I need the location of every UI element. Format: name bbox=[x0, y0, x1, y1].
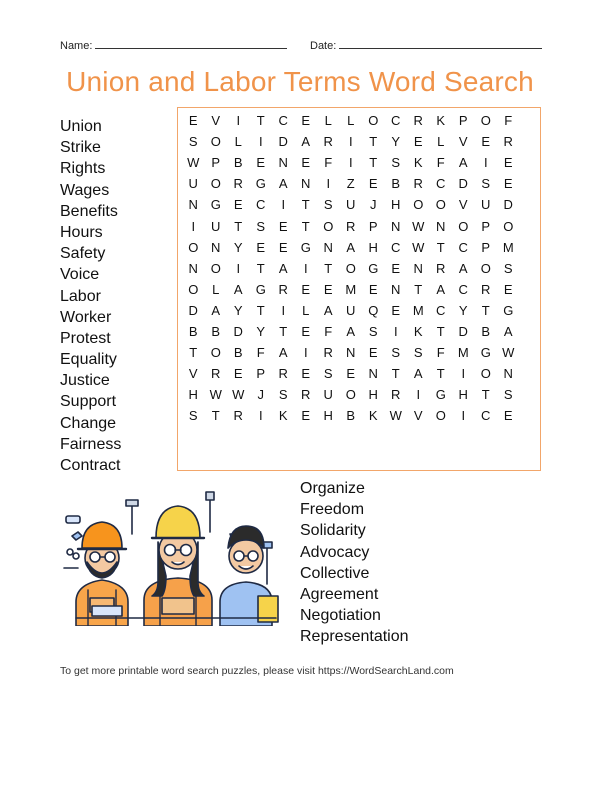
word-item: Equality bbox=[60, 351, 117, 369]
grid-letter: E bbox=[278, 239, 288, 255]
grid-letter: R bbox=[413, 113, 423, 128]
grid-letter: I bbox=[236, 260, 241, 276]
word-item: Justice bbox=[60, 372, 110, 390]
grid-letter: C bbox=[436, 302, 446, 318]
grid-letter: O bbox=[210, 345, 221, 361]
grid-letter: P bbox=[211, 155, 221, 171]
grid-letter: V bbox=[458, 134, 468, 150]
grid-letter: M bbox=[345, 281, 357, 297]
grid-letter: E bbox=[368, 345, 378, 361]
grid-letter: K bbox=[413, 155, 423, 171]
word-item: Change bbox=[60, 414, 117, 432]
grid-letter: B bbox=[233, 155, 243, 171]
grid-letter: C bbox=[391, 113, 401, 128]
page-title: Union and Labor Terms Word Search bbox=[66, 66, 534, 97]
grid-letter: U bbox=[346, 302, 356, 318]
grid-letter: E bbox=[413, 134, 423, 150]
grid-letter: O bbox=[345, 387, 356, 403]
grid-letter: G bbox=[300, 239, 311, 255]
grid-letter: K bbox=[278, 408, 288, 424]
grid-letter: U bbox=[211, 218, 221, 234]
grid-letter: O bbox=[503, 218, 514, 234]
grid-letter: R bbox=[436, 260, 446, 276]
grid-letter: O bbox=[480, 260, 491, 276]
grid-letter: E bbox=[391, 302, 401, 318]
grid-letter: R bbox=[503, 134, 513, 150]
grid-letter: A bbox=[278, 345, 288, 361]
grid-letter: U bbox=[481, 197, 491, 213]
grid-letter: G bbox=[255, 176, 266, 192]
grid-letter: M bbox=[412, 302, 424, 318]
grid-letter: D bbox=[233, 324, 243, 339]
grid-letter: P bbox=[458, 113, 468, 128]
grid-letter: E bbox=[301, 155, 311, 171]
word-item: Protest bbox=[60, 329, 111, 347]
grid-letter: S bbox=[368, 324, 378, 339]
grid-letter: A bbox=[503, 324, 513, 339]
grid-letter: N bbox=[413, 260, 423, 276]
grid-letter: Y bbox=[458, 302, 468, 318]
grid-letter: O bbox=[413, 197, 424, 213]
word-item: Worker bbox=[60, 308, 112, 326]
grid-letter: P bbox=[481, 239, 491, 255]
grid-letter: F bbox=[256, 345, 265, 361]
grid-letter: Y bbox=[233, 302, 243, 318]
grid-letter: L bbox=[234, 134, 242, 150]
grid-letter: T bbox=[324, 260, 333, 276]
grid-letter: L bbox=[347, 113, 355, 128]
grid-letter: T bbox=[414, 281, 423, 297]
grid-letter: W bbox=[412, 218, 425, 234]
grid-letter: N bbox=[503, 366, 513, 382]
name-label: Name: bbox=[60, 40, 93, 52]
word-item: Safety bbox=[60, 245, 106, 263]
grid-letter: W bbox=[389, 408, 402, 424]
grid-letter: T bbox=[256, 113, 265, 128]
grid-letter: A bbox=[278, 260, 288, 276]
date-label: Date: bbox=[310, 40, 337, 52]
name-field[interactable] bbox=[60, 38, 287, 52]
grid-letter: E bbox=[301, 324, 311, 339]
grid-letter: A bbox=[323, 302, 333, 318]
grid-letter: E bbox=[301, 366, 311, 382]
grid-letter: P bbox=[256, 366, 266, 382]
grid-letter: I bbox=[461, 408, 466, 424]
grid-letter: N bbox=[391, 281, 401, 297]
word-item: Wages bbox=[60, 181, 110, 199]
grid-letter: O bbox=[368, 113, 379, 128]
grid-letter: G bbox=[210, 197, 221, 213]
footer-note: To get more printable word search puzzles, please visit https://WordSearchLand.com bbox=[60, 665, 454, 677]
word-item: Freedom bbox=[300, 501, 365, 519]
grid-letter: R bbox=[323, 345, 333, 361]
grid-letter: B bbox=[391, 176, 401, 192]
grid-letter: W bbox=[187, 155, 200, 171]
grid-letter: U bbox=[323, 387, 333, 403]
grid-letter: E bbox=[301, 408, 311, 424]
grid-letter: F bbox=[504, 113, 513, 128]
grid-letter: S bbox=[413, 345, 423, 361]
grid-letter: T bbox=[436, 239, 445, 255]
grid-letter: E bbox=[503, 176, 513, 192]
grid-letter: C bbox=[256, 197, 266, 213]
grid-letter: H bbox=[323, 408, 333, 424]
grid-letter: N bbox=[301, 176, 311, 192]
word-item: Contract bbox=[60, 457, 121, 474]
grid-letter: E bbox=[368, 281, 378, 297]
grid-letter: S bbox=[391, 345, 401, 361]
grid-letter: I bbox=[191, 218, 196, 234]
grid-letter: S bbox=[323, 366, 333, 382]
grid-letter: L bbox=[212, 281, 220, 297]
grid-letter: Y bbox=[256, 324, 266, 339]
grid-letter: U bbox=[346, 197, 356, 213]
grid-letter: E bbox=[346, 366, 356, 382]
grid-letter: V bbox=[211, 113, 221, 128]
grid-letter: A bbox=[301, 134, 311, 150]
grid-letter: T bbox=[256, 302, 265, 318]
grid-letter: W bbox=[412, 239, 425, 255]
grid-letter: I bbox=[348, 134, 353, 150]
grid-letter: W bbox=[232, 387, 245, 403]
grid-letter: S bbox=[256, 218, 266, 234]
grid-letter: P bbox=[368, 218, 378, 234]
grid-letter: W bbox=[209, 387, 222, 403]
grid-letter: T bbox=[369, 155, 378, 171]
grid-letter: C bbox=[391, 239, 401, 255]
grid-letter: H bbox=[458, 387, 468, 403]
grid-letter: E bbox=[188, 113, 198, 128]
grid-letter: N bbox=[368, 366, 378, 382]
grid-letter: H bbox=[188, 387, 198, 403]
grid-letter: E bbox=[256, 155, 266, 171]
word-item: Hours bbox=[60, 223, 103, 241]
grid-letter: C bbox=[458, 239, 468, 255]
grid-letter: D bbox=[503, 197, 513, 213]
grid-letter: T bbox=[256, 260, 265, 276]
grid-letter: E bbox=[301, 113, 311, 128]
word-search-grid bbox=[177, 107, 541, 471]
grid-letter: O bbox=[210, 176, 221, 192]
grid-letter: E bbox=[503, 155, 513, 171]
grid-letter: S bbox=[278, 387, 288, 403]
grid-letter: I bbox=[393, 324, 398, 339]
word-item: Rights bbox=[60, 160, 106, 178]
grid-letter: G bbox=[368, 260, 379, 276]
date-field[interactable] bbox=[310, 38, 542, 52]
grid-letter: D bbox=[188, 302, 198, 318]
grid-letter: B bbox=[211, 324, 221, 339]
word-item: Organize bbox=[300, 480, 365, 497]
grid-letter: D bbox=[458, 176, 468, 192]
word-item: Union bbox=[60, 118, 102, 135]
grid-letter: I bbox=[416, 387, 421, 403]
word-item: Voice bbox=[60, 266, 100, 284]
grid-letter: S bbox=[391, 155, 401, 171]
grid-letter: E bbox=[503, 281, 513, 297]
grid-letter: C bbox=[458, 281, 468, 297]
grid-letter: I bbox=[236, 113, 241, 128]
grid-letter: F bbox=[436, 155, 445, 171]
grid-letter: I bbox=[348, 155, 353, 171]
grid-letter: R bbox=[278, 281, 288, 297]
grid-letter: A bbox=[211, 302, 221, 318]
grid-letter: I bbox=[461, 366, 466, 382]
grid-letter: L bbox=[437, 134, 445, 150]
grid-letter: R bbox=[413, 176, 423, 192]
grid-letter: J bbox=[370, 197, 377, 213]
grid-letter: T bbox=[436, 324, 445, 339]
grid-letter: O bbox=[458, 218, 469, 234]
grid-letter: G bbox=[503, 302, 514, 318]
grid-letter: I bbox=[483, 155, 488, 171]
grid-letter: V bbox=[413, 408, 423, 424]
grid-letter: O bbox=[210, 134, 221, 150]
word-item: Fairness bbox=[60, 435, 122, 453]
grid-letter: L bbox=[324, 113, 332, 128]
grid-letter: I bbox=[303, 345, 308, 361]
grid-letter: Y bbox=[391, 134, 401, 150]
grid-letter: N bbox=[278, 155, 288, 171]
grid-letter: Q bbox=[368, 302, 379, 318]
grid-letter: K bbox=[413, 324, 423, 339]
grid-letter: R bbox=[346, 218, 356, 234]
grid-letter: B bbox=[233, 345, 243, 361]
grid-letter: S bbox=[481, 176, 491, 192]
grid-letter: C bbox=[436, 176, 446, 192]
grid-letter: E bbox=[278, 218, 288, 234]
grid-letter: E bbox=[233, 366, 243, 382]
grid-letter: I bbox=[258, 408, 263, 424]
grid-letter: A bbox=[346, 324, 356, 339]
grid-letter: L bbox=[302, 302, 310, 318]
grid-letter: T bbox=[481, 387, 490, 403]
grid-letter: M bbox=[457, 345, 469, 361]
grid-letter: P bbox=[481, 218, 491, 234]
grid-letter: I bbox=[281, 302, 286, 318]
grid-letter: O bbox=[435, 197, 446, 213]
grid-letter: A bbox=[278, 176, 288, 192]
grid-letter: I bbox=[258, 134, 263, 150]
grid-letter: B bbox=[481, 324, 491, 339]
grid-letter: T bbox=[481, 302, 490, 318]
grid-letter: C bbox=[278, 113, 288, 128]
grid-letter: N bbox=[188, 260, 198, 276]
grid-letter: A bbox=[346, 239, 356, 255]
workers-illustration bbox=[62, 486, 292, 626]
grid-letter: N bbox=[211, 239, 221, 255]
grid-letter: E bbox=[323, 281, 333, 297]
word-item: Support bbox=[60, 393, 117, 411]
grid-letter: B bbox=[346, 408, 356, 424]
word-item: Collective bbox=[300, 564, 370, 582]
word-item: Negotiation bbox=[300, 607, 381, 625]
grid-letter: T bbox=[436, 366, 445, 382]
grid-letter: S bbox=[188, 134, 198, 150]
grid-letter: O bbox=[188, 239, 199, 255]
grid-letter: O bbox=[435, 408, 446, 424]
word-item: Representation bbox=[300, 628, 409, 646]
grid-letter: E bbox=[368, 176, 378, 192]
grid-letter: S bbox=[323, 197, 333, 213]
grid-letter: A bbox=[458, 260, 468, 276]
grid-letter: T bbox=[211, 408, 220, 424]
word-item: Advocacy bbox=[300, 543, 370, 561]
grid-letter: I bbox=[303, 260, 308, 276]
grid-letter: R bbox=[323, 134, 333, 150]
grid-letter: B bbox=[188, 324, 198, 339]
word-item: Labor bbox=[60, 287, 101, 305]
grid-letter: O bbox=[323, 218, 334, 234]
grid-letter: T bbox=[369, 134, 378, 150]
grid-letter: F bbox=[324, 155, 333, 171]
grid-letter: O bbox=[188, 281, 199, 297]
grid-letter: T bbox=[189, 345, 198, 361]
grid-letter: R bbox=[233, 408, 243, 424]
grid-letter: V bbox=[458, 197, 468, 213]
grid-letter: T bbox=[234, 218, 243, 234]
grid-letter: N bbox=[188, 197, 198, 213]
grid-letter: G bbox=[255, 281, 266, 297]
grid-letter: R bbox=[278, 366, 288, 382]
word-list-left bbox=[60, 116, 121, 476]
grid-letter: M bbox=[502, 239, 514, 255]
grid-letter: F bbox=[324, 324, 333, 339]
word-item: Strike bbox=[60, 139, 101, 157]
grid-letter: R bbox=[211, 366, 221, 382]
grid-letter: A bbox=[233, 281, 243, 297]
grid-letter: E bbox=[256, 239, 266, 255]
grid-letter: U bbox=[188, 176, 198, 192]
grid-letter: T bbox=[301, 197, 310, 213]
grid-letter: C bbox=[481, 408, 491, 424]
grid-letter: R bbox=[391, 387, 401, 403]
grid-letter: R bbox=[301, 387, 311, 403]
grid-letter: G bbox=[480, 345, 491, 361]
grid-letter: T bbox=[391, 366, 400, 382]
workers-illustration-icon bbox=[62, 486, 292, 626]
grid-letter: E bbox=[301, 281, 311, 297]
grid-letter: S bbox=[503, 260, 513, 276]
grid-letter: T bbox=[279, 324, 288, 339]
grid-letter: T bbox=[301, 218, 310, 234]
word-list-right bbox=[300, 478, 409, 648]
grid-letter: E bbox=[391, 260, 401, 276]
grid-letter: O bbox=[345, 260, 356, 276]
word-item: Solidarity bbox=[300, 522, 366, 540]
grid-letter: O bbox=[480, 366, 491, 382]
grid-letter: O bbox=[210, 260, 221, 276]
grid-letter: O bbox=[480, 113, 491, 128]
grid-letter: K bbox=[368, 408, 378, 424]
date-line[interactable] bbox=[339, 38, 542, 49]
name-line[interactable] bbox=[95, 38, 287, 49]
grid-letter: Y bbox=[233, 239, 243, 255]
grid-letter: H bbox=[368, 387, 378, 403]
grid-letter: D bbox=[278, 134, 288, 150]
grid-letter: J bbox=[257, 387, 264, 403]
grid-letter: H bbox=[391, 197, 401, 213]
grid-letter: E bbox=[503, 408, 513, 424]
word-item: Agreement bbox=[300, 585, 379, 603]
grid-letter: A bbox=[436, 281, 446, 297]
grid-letter: F bbox=[436, 345, 445, 361]
grid-letter: I bbox=[281, 197, 286, 213]
grid-letter: E bbox=[481, 134, 491, 150]
grid-letter: H bbox=[368, 239, 378, 255]
grid-letter: I bbox=[326, 176, 331, 192]
grid-letter: S bbox=[503, 387, 513, 403]
grid-letter: R bbox=[481, 281, 491, 297]
grid-letter: N bbox=[391, 218, 401, 234]
word-item: Benefits bbox=[60, 202, 118, 220]
grid-letter: V bbox=[188, 366, 198, 382]
grid-letter: A bbox=[413, 366, 423, 382]
grid-letter: K bbox=[436, 113, 446, 128]
grid-letter: A bbox=[458, 155, 468, 171]
grid-letter: E bbox=[233, 197, 243, 213]
grid-letter: N bbox=[346, 345, 356, 361]
grid-letter: N bbox=[323, 239, 333, 255]
grid-letter: S bbox=[188, 408, 198, 424]
grid-letter: G bbox=[435, 387, 446, 403]
grid-letter: Z bbox=[346, 176, 355, 192]
grid-letter: R bbox=[233, 176, 243, 192]
grid-letter: N bbox=[436, 218, 446, 234]
grid-letter: D bbox=[458, 324, 468, 339]
grid-letter: W bbox=[502, 345, 515, 361]
